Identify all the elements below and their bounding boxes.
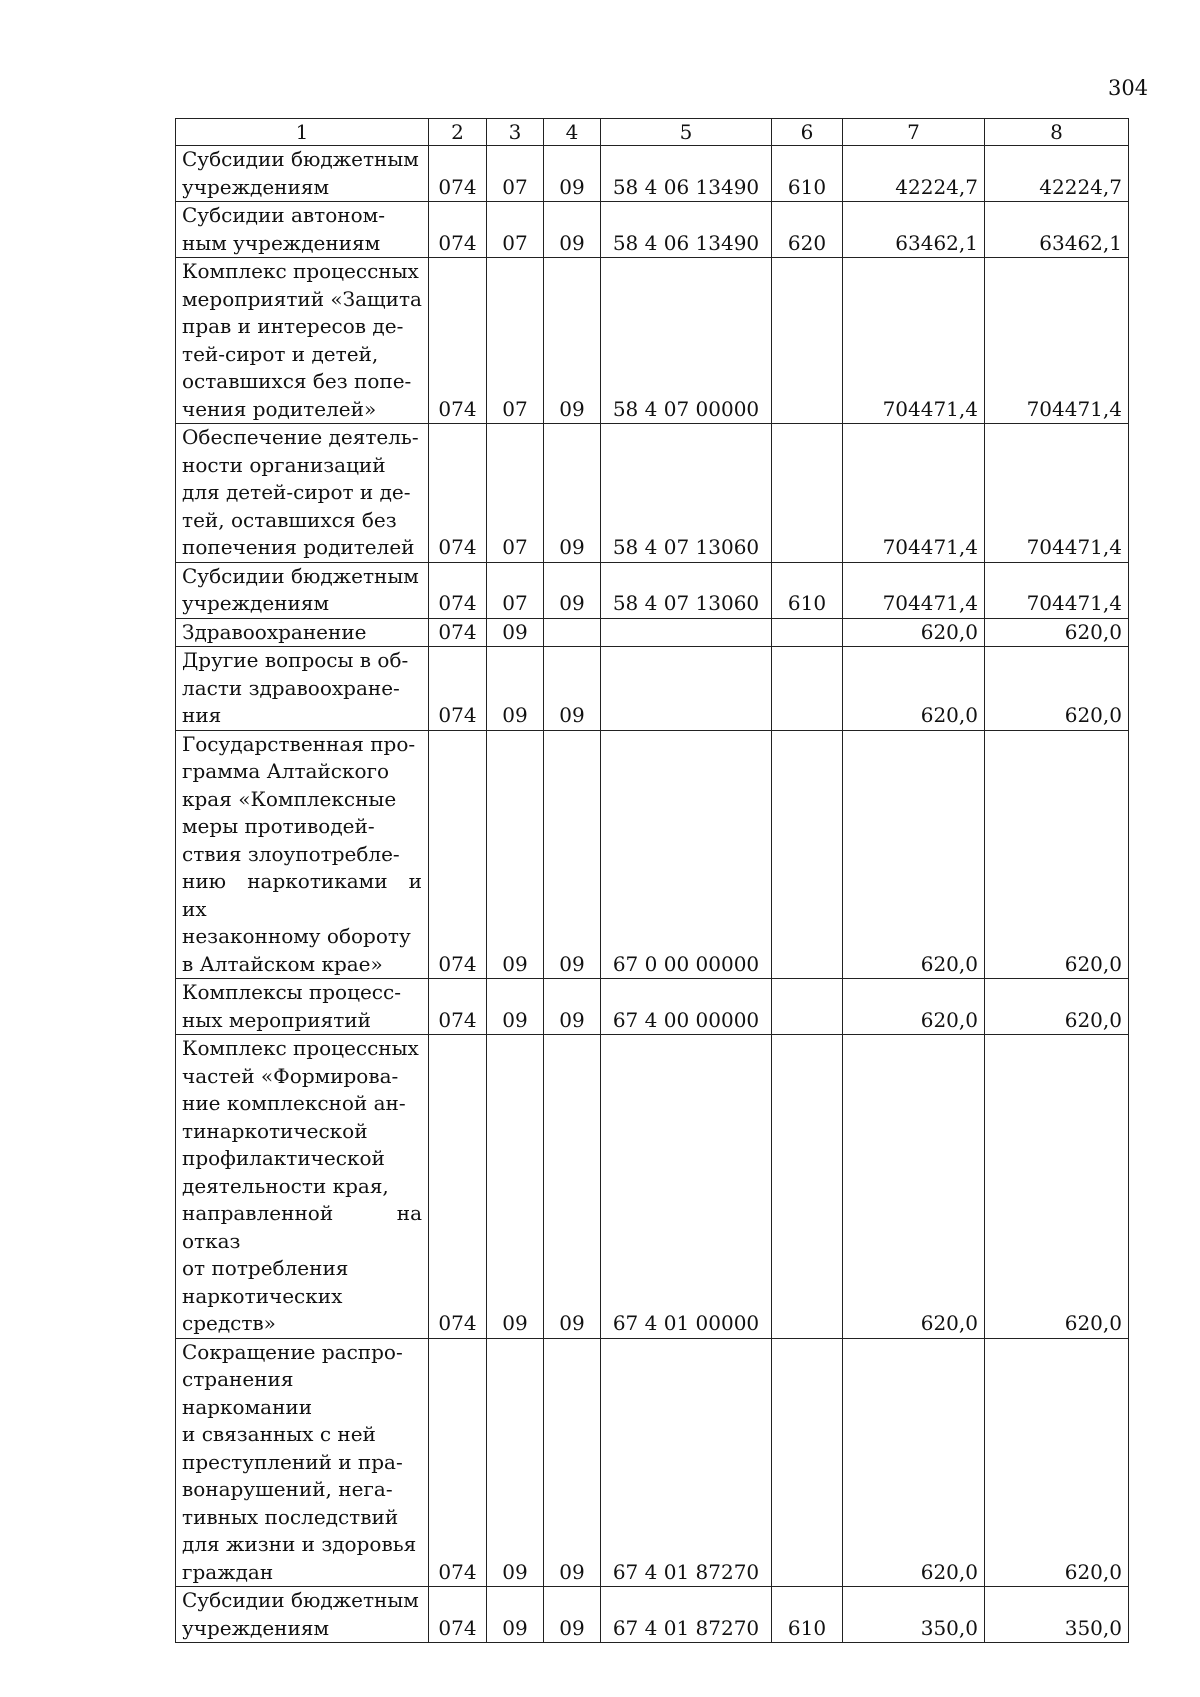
cell-item-name <box>176 1035 429 1339</box>
cell-section: 07 <box>487 146 544 202</box>
cell-ministry-code: 074 <box>429 647 487 731</box>
item-name-line: тинаркотической <box>182 1118 368 1143</box>
item-name-line: оставшихся без попе- <box>182 369 412 393</box>
header-row <box>176 119 1129 146</box>
budget-table <box>175 118 1129 1643</box>
item-name-line: ние комплексной ан- <box>182 1091 406 1115</box>
cell-amount-col8: 42224,7 <box>985 146 1129 202</box>
cell-subsection: 09 <box>544 202 601 258</box>
cell-section: 07 <box>487 202 544 258</box>
table-row <box>176 202 1129 258</box>
table-row <box>176 1587 1129 1643</box>
header-cell: 3 <box>487 119 544 146</box>
cell-amount-col7: 620,0 <box>843 618 985 647</box>
cell-expense-type <box>772 424 843 563</box>
cell-subsection: 09 <box>544 424 601 563</box>
cell-amount-col8: 350,0 <box>985 1587 1129 1643</box>
cell-item-name <box>176 979 429 1035</box>
item-name-line: нию наркотиками и их <box>182 869 422 921</box>
item-name-line: ния <box>182 703 222 727</box>
item-name-line: края «Комплексные <box>182 786 397 811</box>
item-name-line: средств» <box>182 1311 276 1335</box>
table-row <box>176 979 1129 1035</box>
cell-expense-type: 610 <box>772 562 843 618</box>
item-name-line: учреждениям <box>182 1615 330 1640</box>
cell-item-name <box>176 618 429 647</box>
item-name-line: Комплекс процессных <box>182 1036 419 1060</box>
cell-expense-type <box>772 1035 843 1339</box>
cell-target-item: 58 4 07 00000 <box>601 258 772 424</box>
cell-target-item: 58 4 06 13490 <box>601 202 772 258</box>
item-name-line: меры противодей- <box>182 814 375 838</box>
cell-ministry-code: 074 <box>429 202 487 258</box>
item-name-line: попечения родителей <box>182 535 415 559</box>
cell-amount-col7: 704471,4 <box>843 258 985 424</box>
cell-item-name <box>176 1338 429 1587</box>
cell-target-item: 67 4 01 00000 <box>601 1035 772 1339</box>
cell-subsection: 09 <box>544 730 601 979</box>
cell-section: 09 <box>487 979 544 1035</box>
item-name-line: вонарушений, нега- <box>182 1477 393 1501</box>
cell-subsection: 09 <box>544 1035 601 1339</box>
header-cell: 8 <box>985 119 1129 146</box>
table-row <box>176 647 1129 731</box>
cell-ministry-code: 074 <box>429 258 487 424</box>
cell-ministry-code: 074 <box>429 979 487 1035</box>
item-name-line: Здравоохранение <box>182 619 367 644</box>
cell-target-item <box>601 647 772 731</box>
item-name-line: Субсидии бюджетным <box>182 563 419 588</box>
item-name-line: грамма Алтайского <box>182 759 390 783</box>
header-cell: 6 <box>772 119 843 146</box>
item-name-line: Обеспечение деятель- <box>182 425 419 449</box>
cell-subsection: 09 <box>544 979 601 1035</box>
cell-amount-col7: 42224,7 <box>843 146 985 202</box>
item-name-line: Субсидии бюджетным <box>182 147 419 171</box>
cell-ministry-code: 074 <box>429 562 487 618</box>
cell-item-name <box>176 424 429 563</box>
cell-amount-col8: 620,0 <box>985 1338 1129 1587</box>
item-name-line: ных мероприятий <box>182 1007 371 1032</box>
item-name-line: ствия злоупотребле- <box>182 841 400 866</box>
cell-item-name <box>176 647 429 731</box>
cell-section: 07 <box>487 258 544 424</box>
table-row <box>176 1035 1129 1339</box>
cell-subsection: 09 <box>544 146 601 202</box>
cell-section: 09 <box>487 1587 544 1643</box>
item-name-line: Государственная про- <box>182 731 416 756</box>
cell-ministry-code: 074 <box>429 730 487 979</box>
cell-expense-type <box>772 979 843 1035</box>
table-row <box>176 146 1129 202</box>
header-cell: 1 <box>176 119 429 146</box>
cell-expense-type: 620 <box>772 202 843 258</box>
cell-amount-col7: 620,0 <box>843 647 985 731</box>
cell-expense-type: 610 <box>772 1587 843 1643</box>
item-name-line: Комплексы процесс- <box>182 980 401 1004</box>
cell-expense-type: 610 <box>772 146 843 202</box>
header-cell: 5 <box>601 119 772 146</box>
header-cell: 2 <box>429 119 487 146</box>
cell-section: 09 <box>487 647 544 731</box>
cell-expense-type <box>772 647 843 731</box>
cell-amount-col7: 704471,4 <box>843 424 985 563</box>
item-name-line: незаконному обороту <box>182 924 411 948</box>
cell-amount-col8: 63462,1 <box>985 202 1129 258</box>
item-name-line: Субсидии бюджетным <box>182 1588 419 1612</box>
item-name-line: наркотических <box>182 1283 343 1308</box>
cell-amount-col8: 620,0 <box>985 730 1129 979</box>
table-row <box>176 424 1129 563</box>
cell-subsection <box>544 618 601 647</box>
item-name-line: мероприятий «Защита <box>182 286 422 311</box>
table-row <box>176 258 1129 424</box>
cell-subsection: 09 <box>544 562 601 618</box>
item-name-line: в Алтайском крае» <box>182 951 383 976</box>
cell-target-item: 67 4 01 87270 <box>601 1338 772 1587</box>
item-name-line: тивных последствий <box>182 1504 399 1529</box>
item-name-line: преступлений и пра- <box>182 1449 403 1474</box>
cell-target-item: 58 4 06 13490 <box>601 146 772 202</box>
cell-amount-col7: 63462,1 <box>843 202 985 258</box>
cell-expense-type <box>772 1338 843 1587</box>
cell-item-name <box>176 146 429 202</box>
cell-ministry-code: 074 <box>429 1035 487 1339</box>
item-name-line: деятельности края, <box>182 1173 389 1198</box>
item-name-line: от потребления <box>182 1256 349 1280</box>
cell-ministry-code: 074 <box>429 146 487 202</box>
cell-subsection: 09 <box>544 647 601 731</box>
item-name-line: ности организаций <box>182 452 386 477</box>
cell-ministry-code: 074 <box>429 618 487 647</box>
cell-amount-col7: 620,0 <box>843 1338 985 1587</box>
cell-ministry-code: 074 <box>429 424 487 563</box>
cell-target-item <box>601 618 772 647</box>
cell-amount-col7: 620,0 <box>843 979 985 1035</box>
cell-section: 09 <box>487 1035 544 1339</box>
item-name-line: учреждениям <box>182 591 330 615</box>
header-cell: 4 <box>544 119 601 146</box>
header-cell: 7 <box>843 119 985 146</box>
cell-item-name <box>176 562 429 618</box>
cell-ministry-code: 074 <box>429 1587 487 1643</box>
item-name-line: Другие вопросы в об- <box>182 648 409 672</box>
cell-item-name <box>176 258 429 424</box>
cell-section: 09 <box>487 730 544 979</box>
item-name-line: направленной на отказ <box>182 1201 422 1253</box>
item-name-line: тей-сирот и детей, <box>182 341 379 366</box>
item-name-line: тей, оставшихся без <box>182 507 397 532</box>
cell-expense-type <box>772 730 843 979</box>
cell-target-item: 67 4 01 87270 <box>601 1587 772 1643</box>
cell-item-name <box>176 730 429 979</box>
cell-amount-col7: 350,0 <box>843 1587 985 1643</box>
item-name-line: учреждениям <box>182 174 330 199</box>
cell-section: 07 <box>487 424 544 563</box>
item-name-line: для детей-сирот и де- <box>182 480 411 504</box>
item-name-line: частей «Формирова- <box>182 1063 399 1088</box>
cell-amount-col8: 620,0 <box>985 1035 1129 1339</box>
table-row <box>176 618 1129 647</box>
item-name-line: Комплекс процессных <box>182 259 419 283</box>
item-name-line: чения родителей» <box>182 396 377 421</box>
cell-section: 07 <box>487 562 544 618</box>
item-name-line: ным учреждениям <box>182 230 381 255</box>
cell-amount-col8: 620,0 <box>985 647 1129 731</box>
cell-amount-col8: 704471,4 <box>985 424 1129 563</box>
cell-amount-col7: 620,0 <box>843 730 985 979</box>
item-name-line: Субсидии автоном- <box>182 203 385 227</box>
cell-amount-col8: 620,0 <box>985 979 1129 1035</box>
cell-section: 09 <box>487 1338 544 1587</box>
item-name-line: граждан <box>182 1559 274 1584</box>
cell-expense-type <box>772 618 843 647</box>
cell-target-item: 67 0 00 00000 <box>601 730 772 979</box>
item-name-line: прав и интересов де- <box>182 314 404 338</box>
item-name-line: странения наркомании <box>182 1367 313 1419</box>
cell-section: 09 <box>487 618 544 647</box>
cell-subsection: 09 <box>544 258 601 424</box>
cell-amount-col7: 704471,4 <box>843 562 985 618</box>
cell-subsection: 09 <box>544 1338 601 1587</box>
item-name-line: для жизни и здоровья <box>182 1532 417 1556</box>
cell-expense-type <box>772 258 843 424</box>
page-number: 304 <box>1108 76 1149 100</box>
table-row <box>176 730 1129 979</box>
item-name-line: Сокращение распро- <box>182 1339 403 1364</box>
cell-target-item: 58 4 07 13060 <box>601 424 772 563</box>
cell-ministry-code: 074 <box>429 1338 487 1587</box>
table-row <box>176 1338 1129 1587</box>
item-name-line: и связанных с ней <box>182 1422 376 1446</box>
item-name-line: профилактической <box>182 1146 385 1170</box>
table-row <box>176 562 1129 618</box>
cell-target-item: 58 4 07 13060 <box>601 562 772 618</box>
cell-amount-col7: 620,0 <box>843 1035 985 1339</box>
item-name-line: ласти здравоохране- <box>182 675 400 700</box>
cell-item-name <box>176 202 429 258</box>
cell-amount-col8: 620,0 <box>985 618 1129 647</box>
cell-amount-col8: 704471,4 <box>985 258 1129 424</box>
cell-target-item: 67 4 00 00000 <box>601 979 772 1035</box>
cell-subsection: 09 <box>544 1587 601 1643</box>
cell-item-name <box>176 1587 429 1643</box>
cell-amount-col8: 704471,4 <box>985 562 1129 618</box>
